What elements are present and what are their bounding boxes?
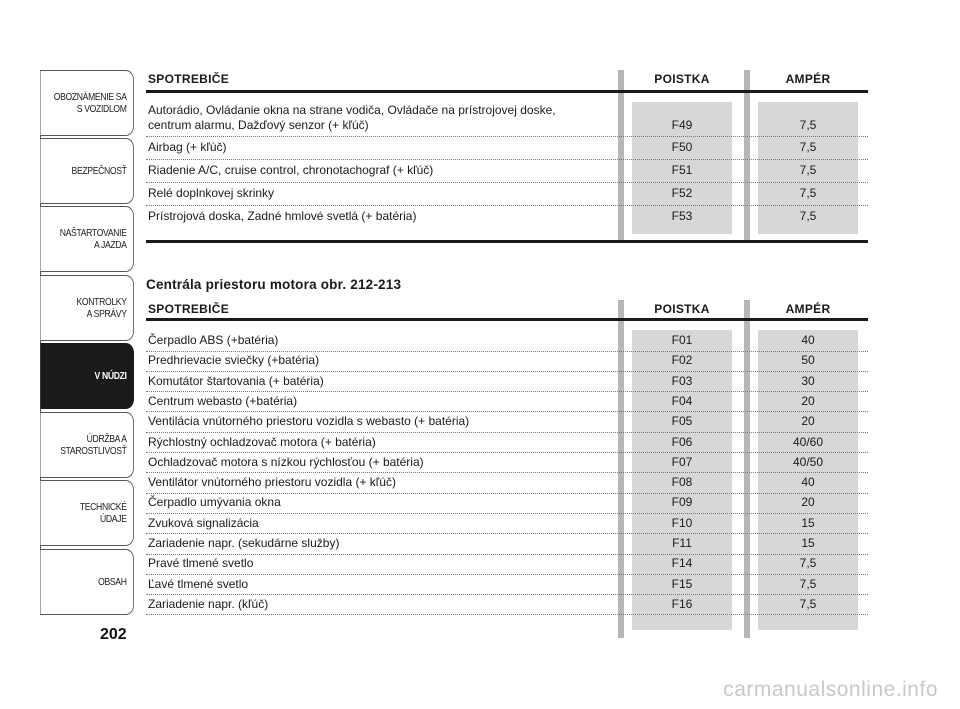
row-rule [146, 351, 868, 352]
row-amp: 50 [801, 353, 815, 368]
tab-oboznamenie[interactable] [41, 70, 134, 136]
row-rule [146, 493, 868, 494]
tab-kontrolky[interactable] [41, 275, 134, 341]
row-fuse: F03 [671, 373, 693, 388]
row-fuse: F51 [671, 163, 693, 177]
row-description: Predhrievacie sviečky (+batéria) [148, 353, 320, 368]
section-title: Centrála priestoru motora obr. 212-213 [146, 277, 402, 292]
header-consumer: SPOTREBIČE [148, 72, 230, 86]
row-rule [146, 391, 868, 392]
table-bottom-rule [146, 240, 868, 243]
row-description: Autorádio, Ovládanie okna na strane vodiča, Ovládače na prístrojovej doske, centrum alarmu, Dažďový senzor (+ kľúč) [148, 103, 556, 132]
row-rule [146, 554, 868, 555]
fuse-table-2 [146, 300, 868, 640]
row-description: Ochladzovač motora s nízkou rýchlosťou (+ batéria) [148, 454, 424, 469]
row-rule [146, 159, 868, 160]
header-amp: AMPÉR [785, 302, 831, 316]
row-fuse: F52 [671, 186, 693, 200]
tab-label: OBSAH [98, 576, 127, 588]
row-amp: 40 [801, 333, 815, 347]
row-amp: 7,5 [799, 556, 817, 571]
row-description: Čerpadlo ABS (+batéria) [148, 333, 279, 347]
row-rule [146, 533, 868, 534]
row-fuse: F02 [671, 353, 693, 368]
header-rule [146, 90, 868, 93]
row-description: Zariadenie napr. (kľúč) [148, 596, 269, 611]
row-fuse: F50 [671, 140, 693, 154]
row-amp: 20 [801, 495, 815, 510]
row-description: Komutátor štartovania (+ batéria) [148, 373, 324, 388]
row-rule [146, 182, 868, 183]
tab-v-nudzi[interactable] [41, 343, 134, 409]
row-rule [146, 452, 868, 453]
row-amp: 40/50 [792, 454, 824, 469]
row-rule [146, 513, 868, 514]
header-fuse: POISTKA [654, 72, 710, 86]
row-amp: 7,5 [799, 209, 817, 223]
row-amp: 30 [801, 373, 815, 388]
header-rule [146, 318, 868, 321]
row-fuse: F53 [671, 209, 693, 223]
row-description: Ventilátor vnútorného priestoru vozidla (+ kľúč) [148, 475, 396, 490]
row-amp: 20 [801, 393, 815, 408]
row-description: Čerpadlo umývania okna [148, 495, 281, 510]
header-fuse: POISTKA [654, 302, 710, 316]
row-fuse: F09 [671, 495, 693, 510]
row-description: Relé doplnkovej skrinky [148, 186, 275, 200]
row-amp: 40 [801, 475, 815, 490]
row-description: Pravé tlmené svetlo [148, 556, 254, 571]
row-description: Centrum webasto (+batéria) [148, 393, 298, 408]
row-fuse: F49 [671, 118, 693, 132]
row-fuse: F16 [671, 596, 693, 611]
row-rule [146, 614, 868, 615]
tab-label: TECHNICKÉ ÚDAJE [79, 501, 127, 525]
watermark: carmanualsonline.info [723, 678, 938, 701]
tab-nastartovanie[interactable] [41, 206, 134, 272]
row-rule [146, 594, 868, 595]
row-description: Prístrojová doska, Zadné hmlové svetlá (+ batéria) [148, 209, 417, 223]
row-description: Zvuková signalizácia [148, 515, 259, 530]
row-fuse: F07 [671, 454, 693, 469]
row-fuse: F10 [671, 515, 693, 530]
row-fuse: F04 [671, 393, 693, 408]
row-amp: 40/60 [792, 434, 824, 449]
row-fuse: F14 [671, 556, 693, 571]
row-amp: 7,5 [799, 576, 817, 591]
tab-obsah[interactable] [41, 549, 134, 615]
fuse-table-1 [146, 70, 868, 245]
tab-technicke-udaje[interactable] [41, 480, 134, 546]
row-rule [146, 205, 868, 206]
row-description: Ľavé tlmené svetlo [148, 576, 249, 591]
row-description: Ventilácia vnútorného priestoru vozidla s webasto (+ batéria) [148, 414, 470, 429]
row-rule [146, 574, 868, 575]
tab-label: NAŠTARTOVANIE A JAZDA [59, 227, 127, 251]
row-description: Riadenie A/C, cruise control, chronotachograf (+ kľúč) [148, 163, 434, 177]
column-separator [744, 70, 750, 242]
tab-label: BEZPEČNOSŤ [71, 165, 127, 177]
tab-label: V NÚDZI [94, 370, 127, 382]
page-number: 202 [100, 626, 127, 643]
tab-udrzba[interactable] [41, 412, 134, 478]
row-description: Zariadenie napr. (sekudárne služby) [148, 536, 340, 550]
row-rule [146, 472, 868, 473]
row-fuse: F06 [671, 434, 693, 449]
tab-label: KONTROLKY A SPRÁVY [76, 296, 127, 320]
row-amp: 7,5 [799, 163, 817, 177]
row-description: Rýchlostný ochladzovač motora (+ batéria) [148, 434, 376, 449]
row-fuse: F01 [671, 333, 693, 347]
row-amp: 7,5 [799, 186, 817, 200]
row-amp: 7,5 [799, 596, 817, 611]
row-fuse: F05 [671, 414, 693, 429]
tab-label: OBOZNÁMENIE SA S VOZIDLOM [53, 91, 127, 115]
row-rule [146, 411, 868, 412]
row-amp: 15 [801, 515, 815, 530]
row-amp: 20 [801, 414, 815, 429]
row-rule [146, 371, 868, 372]
row-amp: 7,5 [799, 118, 817, 132]
row-rule [146, 432, 868, 433]
column-separator [618, 70, 624, 242]
tab-bezpecnost[interactable] [41, 138, 134, 204]
header-amp: AMPÉR [785, 72, 831, 86]
row-description: Airbag (+ kľúč) [148, 140, 227, 154]
tab-label: ÚDRŽBA A STAROSTLIVOSŤ [60, 433, 127, 457]
row-amp: 15 [801, 536, 815, 550]
row-fuse: F11 [672, 536, 692, 550]
row-rule [146, 136, 868, 137]
row-fuse: F08 [671, 475, 693, 490]
row-fuse: F15 [671, 576, 693, 591]
header-consumer: SPOTREBIČE [148, 302, 230, 316]
row-amp: 7,5 [799, 140, 817, 154]
